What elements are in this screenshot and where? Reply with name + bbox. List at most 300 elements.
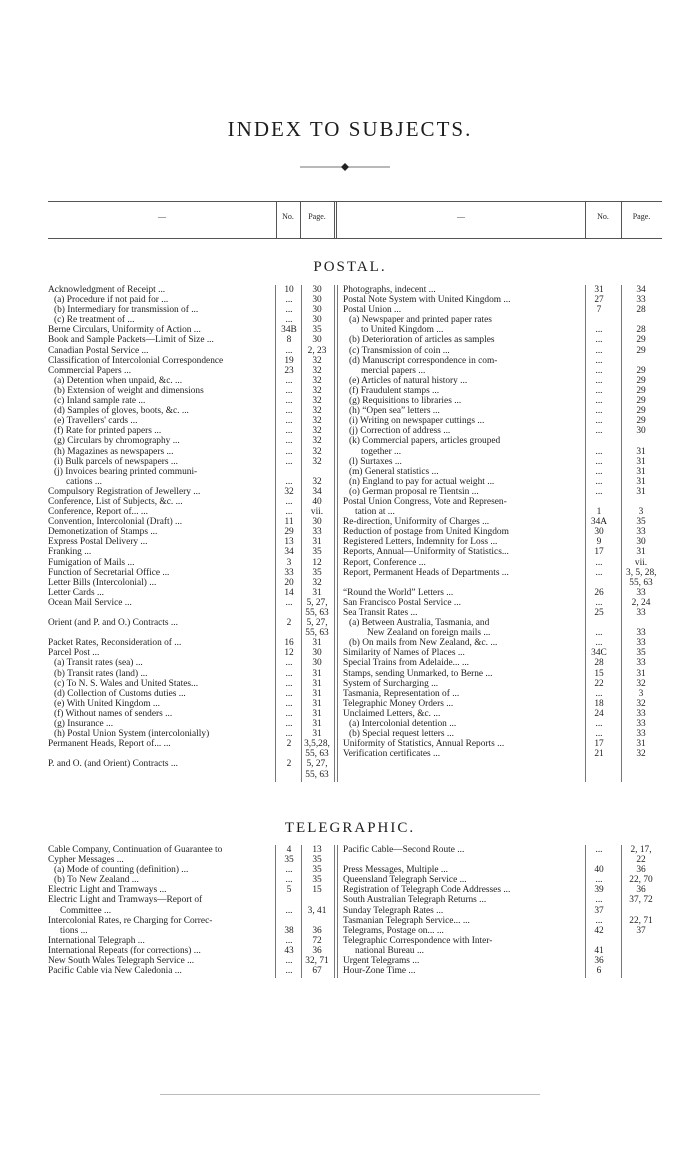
index-entry	[343, 476, 646, 487]
entry-number: 20	[284, 577, 294, 588]
entry-number: 18	[594, 698, 604, 709]
column-rule	[337, 845, 338, 978]
entry-number: 19	[284, 355, 294, 366]
entry-subject: national Bureau ...	[355, 945, 424, 956]
entry-number: 24	[594, 708, 604, 719]
entry-subject: Franking ...	[48, 547, 92, 558]
entry-number: 4	[286, 845, 292, 855]
entry-number: 2	[286, 759, 292, 770]
index-entry	[48, 436, 348, 446]
entry-number: 27	[594, 295, 604, 306]
entry-page: 5, 27,	[306, 759, 328, 770]
entry-page: 36	[312, 925, 322, 936]
entry-page: 32	[312, 396, 322, 407]
index-entry	[48, 527, 348, 537]
entry-subject: Hour-Zone Time ...	[343, 966, 416, 977]
entry-page: 31	[312, 668, 322, 679]
entry-subject: Report, Conference ...	[343, 557, 426, 568]
entry-page: 30	[312, 285, 322, 295]
entry-page: 55, 63	[305, 608, 329, 618]
entry-page: 29	[636, 365, 646, 376]
entry-number: ...	[285, 496, 293, 507]
entry-page: 31	[312, 729, 322, 740]
index-entry	[343, 537, 646, 548]
index-entry	[343, 466, 646, 477]
entry-subject: (g) Insurance ...	[54, 719, 114, 730]
index-entry	[343, 719, 646, 730]
entry-page: 35	[636, 648, 646, 659]
index-entry	[48, 386, 348, 396]
entry-page: 30	[312, 658, 322, 669]
entry-number: ...	[285, 416, 293, 427]
entry-page: 2, 17,	[630, 845, 652, 855]
entry-page: 35	[312, 547, 322, 558]
entry-number: ...	[595, 456, 603, 467]
index-entry	[48, 366, 348, 376]
entry-subject: New South Wales Telegraph Service ...	[48, 956, 195, 967]
entry-number: 13	[284, 537, 294, 548]
entry-page: 35	[312, 567, 322, 578]
entry-subject: Postal Union Congress, Vote and Represen-	[343, 496, 507, 507]
entry-number: ...	[595, 385, 603, 396]
entry-number: 9	[596, 537, 602, 548]
entry-number: 16	[284, 638, 294, 649]
entry-page: 31	[636, 456, 646, 467]
entry-number: ...	[595, 638, 603, 649]
index-entry	[48, 295, 348, 305]
header-no-right: No.	[585, 202, 622, 238]
entry-page: 33	[636, 658, 646, 669]
entry-page: 15	[312, 885, 322, 896]
header-page-left: Page.	[300, 202, 337, 238]
entry-page: 22	[636, 855, 646, 866]
entry-number: 2	[286, 618, 292, 629]
section-heading-telegraphic: TELEGRAPHIC.	[284, 820, 416, 836]
entry-number: 39	[594, 885, 604, 896]
entry-number: ...	[595, 915, 603, 926]
page-title: INDEX TO SUBJECTS.	[227, 117, 473, 141]
index-entry	[343, 365, 646, 376]
entry-page: 30	[636, 537, 646, 548]
entry-page: 55, 63	[305, 628, 329, 639]
index-entry	[343, 325, 646, 336]
entry-number: ...	[285, 305, 293, 316]
entry-number: ...	[595, 446, 603, 457]
entry-subject: Letter Bills (Intercolonial) ...	[48, 577, 157, 588]
index-entry	[343, 527, 646, 538]
right-column	[343, 845, 653, 977]
entry-number: ...	[285, 688, 293, 699]
index-entry	[48, 618, 348, 628]
index-entry	[48, 547, 348, 557]
entry-number: ...	[595, 476, 603, 487]
entry-number: ...	[595, 895, 603, 906]
entry-subject: (c) Inland sample rate ...	[54, 396, 146, 407]
index-entry	[343, 678, 646, 689]
entry-page: 5, 27,	[306, 597, 328, 608]
column-rule	[621, 285, 622, 782]
telegraphic-index-table	[48, 845, 662, 978]
entry-subject: (h) “Open sea” letters ...	[349, 406, 440, 417]
entry-number: 33	[284, 567, 294, 578]
entry-subject: (d) Manuscript correspondence in com-	[349, 355, 498, 366]
entry-number: 35	[284, 855, 294, 866]
entry-subject: (b) Deterioration of articles as samples	[349, 335, 495, 346]
index-entry	[343, 315, 643, 325]
entry-page: 30	[312, 648, 322, 659]
index-entry	[343, 638, 646, 649]
entry-number: 34B	[281, 325, 297, 336]
entry-subject: (a) Intercolonial detention ...	[349, 719, 457, 730]
entry-number: ...	[595, 688, 603, 699]
index-entry	[48, 669, 348, 679]
index-entry	[48, 558, 348, 568]
index-entry	[48, 416, 348, 426]
entry-number: ...	[595, 875, 603, 886]
entry-page: 30	[312, 335, 322, 346]
entry-subject: New Zealand on foreign mails ...	[367, 628, 491, 639]
entry-page: 31	[636, 486, 646, 497]
entry-page: 28	[636, 325, 646, 336]
right-column	[343, 285, 657, 760]
entry-number: ...	[595, 628, 603, 639]
entry-number: ...	[595, 335, 603, 346]
entry-page: 29	[636, 345, 646, 356]
entry-number: ...	[285, 729, 293, 740]
entry-subject: Electric Light and Tramways—Report of	[48, 895, 203, 906]
entry-subject: San Francisco Postal Service ...	[343, 597, 461, 608]
entry-subject: tions ...	[60, 925, 88, 936]
index-entry	[343, 946, 643, 956]
entry-page: 30	[312, 305, 322, 316]
index-entry	[343, 855, 646, 866]
header-page-right: Page.	[632, 212, 651, 221]
entry-subject: Pacific Cable—Second Route ...	[343, 845, 465, 855]
entry-subject: (i) Writing on newspaper cuttings ...	[349, 416, 485, 427]
entry-number: ...	[285, 446, 293, 457]
index-entry	[343, 689, 643, 699]
entry-subject: System of Surcharging ...	[343, 678, 439, 689]
index-entry	[343, 416, 646, 427]
entry-subject: “Round the World” Letters ...	[343, 587, 454, 598]
entry-page: vii.	[310, 507, 324, 518]
entry-number: ...	[595, 325, 603, 336]
entry-number: 30	[594, 527, 604, 538]
index-entry	[48, 719, 348, 729]
index-entry	[48, 315, 348, 325]
entry-page: 32	[636, 749, 646, 760]
entry-subject: Verification certificates ...	[343, 749, 441, 760]
section-heading-postal: POSTAL.	[313, 259, 387, 275]
index-entry	[48, 946, 348, 956]
index-entry	[343, 567, 657, 578]
column-rule	[337, 285, 338, 782]
entry-page: 32	[312, 416, 322, 427]
entry-page: 32, 71	[305, 956, 329, 967]
entry-subject: (a) Detention when unpaid, &c. ...	[54, 375, 183, 386]
entry-subject: Registration of Telegraph Code Addresses ...	[343, 885, 511, 896]
entry-number: ...	[285, 865, 293, 876]
entry-number: 28	[594, 658, 604, 669]
entry-page: 31	[636, 446, 646, 457]
index-entry	[48, 966, 348, 976]
index-entry	[48, 689, 348, 699]
entry-number: 11	[284, 517, 294, 528]
entry-subject: (h) Magazines as newspapers ...	[54, 446, 174, 457]
entry-subject: (d) Collection of Customs duties ...	[54, 688, 186, 699]
entry-subject: (e) With United Kingdom ...	[54, 698, 160, 709]
entry-page: 32	[312, 385, 322, 396]
entry-number: ...	[595, 719, 603, 730]
entry-subject: Special Trains from Adelaide... ...	[343, 658, 470, 669]
entry-page: 3	[638, 507, 644, 518]
entry-page: 30	[312, 315, 322, 326]
entry-number: 2	[286, 739, 292, 750]
entry-page: vii.	[634, 557, 648, 568]
index-entry	[48, 885, 348, 895]
entry-page: 34	[312, 486, 322, 497]
entry-page: 3, 41	[307, 905, 327, 916]
entry-subject: Fumigation of Mails ...	[48, 557, 135, 568]
entry-subject: (a) Newspaper and printed paper rates	[349, 315, 492, 326]
entry-page: 55, 63	[629, 577, 653, 588]
entry-number: 34	[284, 547, 294, 558]
entry-page: 40	[312, 496, 322, 507]
index-entry	[343, 628, 646, 639]
entry-page: 67	[312, 966, 322, 977]
index-entry	[48, 865, 348, 875]
entry-page: 35	[312, 325, 322, 336]
entry-number: ...	[285, 935, 293, 946]
entry-page: 32	[636, 678, 646, 689]
entry-number: ...	[285, 658, 293, 669]
entry-number: 22	[594, 678, 604, 689]
column-rule	[275, 285, 276, 782]
index-entry	[48, 739, 348, 749]
header-subject-left: —	[48, 202, 277, 238]
entry-number: ...	[595, 365, 603, 376]
entry-subject: (b) Transit rates (land) ...	[54, 668, 148, 679]
entry-page: 2, 24	[631, 597, 651, 608]
index-entry	[343, 587, 646, 598]
entry-subject: Reports, Annual—Uniformity of Statistics...	[343, 547, 509, 558]
entry-subject: Telegraphic Money Orders ...	[343, 698, 454, 709]
entry-page: 29	[636, 416, 646, 427]
entry-number: ...	[595, 375, 603, 386]
column-rule	[334, 285, 335, 782]
entry-page: 35	[312, 855, 322, 866]
index-entry	[343, 936, 643, 946]
entry-number: ...	[285, 708, 293, 719]
index-entry	[343, 517, 646, 528]
entry-page: 2, 23	[307, 345, 327, 356]
entry-subject: Cypher Messages ...	[48, 855, 124, 866]
index-entry	[343, 956, 643, 966]
entry-number: ...	[285, 295, 293, 306]
entry-subject: Permanent Heads, Report of... ...	[48, 739, 171, 750]
entry-subject: (b) Extension of weight and dimensions	[54, 385, 204, 396]
entry-subject: Letter Cards ...	[48, 587, 104, 598]
entry-number: 21	[594, 749, 604, 760]
entry-subject: Uniformity of Statistics, Annual Reports ...	[343, 739, 505, 750]
entry-page: 72	[312, 935, 322, 946]
entry-page: 36	[636, 885, 646, 896]
entry-page: 3, 5, 28,	[626, 567, 657, 578]
entry-subject: Packet Rates, Reconsideration of ...	[48, 638, 182, 649]
entry-subject: (c) Transmission of coin ...	[349, 345, 450, 356]
index-entry	[48, 507, 348, 517]
index-entry	[48, 487, 348, 497]
index-entry	[343, 845, 652, 855]
index-entry	[48, 346, 348, 356]
index-entry	[343, 577, 653, 588]
entry-subject: (j) Correction of address ...	[349, 426, 451, 437]
entry-page: 34	[636, 285, 646, 295]
entry-number: ...	[285, 507, 293, 518]
entry-page: 33	[636, 708, 646, 719]
entry-subject: Intercolonial Rates, re Charging for Correc-	[48, 915, 213, 926]
index-entry	[343, 436, 643, 446]
entry-number: ...	[285, 966, 293, 977]
entry-subject: (c) To N. S. Wales and United States...	[54, 678, 199, 689]
left-column	[48, 845, 348, 976]
entry-subject: Unclaimed Letters, &c. ...	[343, 708, 441, 719]
entry-number: ...	[285, 875, 293, 886]
entry-subject: Ocean Mail Service ...	[48, 597, 132, 608]
entry-subject: (b) Special request letters ...	[349, 729, 454, 740]
entry-number: ...	[595, 486, 603, 497]
index-entry	[48, 759, 348, 769]
ornament-divider	[300, 162, 390, 172]
entry-number: ...	[595, 557, 603, 568]
entry-subject: (g) Circulars by chromography ...	[54, 436, 180, 447]
entry-subject: (f) Rate for printed papers ...	[54, 426, 162, 437]
index-entry	[48, 845, 348, 855]
entry-number: 7	[596, 305, 602, 316]
entry-subject: Queensland Telegraph Service ...	[343, 875, 467, 886]
entry-subject: (m) General statistics ...	[349, 466, 439, 477]
entry-subject: (a) Procedure if not paid for ...	[54, 295, 169, 306]
index-entry	[343, 285, 646, 295]
index-entry	[48, 855, 348, 865]
entry-subject: (a) Transit rates (sea) ...	[54, 658, 143, 669]
index-entry	[48, 906, 348, 916]
entry-subject: Pacific Cable via New Caledonia ...	[48, 966, 182, 977]
entry-number: 3	[286, 557, 292, 568]
index-entry	[48, 588, 348, 598]
entry-number: ...	[285, 678, 293, 689]
entry-page: 30	[312, 295, 322, 306]
entry-subject: Classification of Intercolonial Correspondence	[48, 355, 224, 366]
index-entry	[48, 916, 348, 926]
entry-subject: Berne Circulars, Uniformity of Action ...	[48, 325, 201, 336]
entry-subject: Postal Union ...	[343, 305, 402, 316]
index-entry	[48, 679, 348, 689]
entry-subject: Convention, Intercolonial (Draft) ...	[48, 517, 183, 528]
index-entry	[343, 698, 646, 709]
entry-number: ...	[285, 956, 293, 967]
index-entry	[343, 446, 646, 457]
entry-subject: (e) Travellers' cards ...	[54, 416, 138, 427]
index-entry	[48, 658, 348, 668]
entry-number: 10	[284, 285, 294, 295]
entry-page: 33	[636, 527, 646, 538]
column-rule	[301, 285, 302, 782]
index-entry	[48, 396, 348, 406]
index-entry	[48, 447, 348, 457]
index-entry	[48, 638, 348, 648]
index-entry	[343, 305, 646, 316]
entry-number: ...	[285, 406, 293, 417]
index-entry	[343, 295, 646, 306]
entry-number: 8	[286, 335, 292, 346]
column-rule	[301, 845, 302, 978]
entry-subject: mercial papers ...	[361, 365, 426, 376]
entry-page: 12	[312, 557, 322, 568]
entry-page: 32	[312, 355, 322, 366]
index-entry	[48, 936, 348, 946]
entry-page: 35	[312, 875, 322, 886]
entry-page: 33	[636, 608, 646, 618]
entry-page: 32	[312, 375, 322, 386]
index-entry	[343, 906, 643, 916]
index-entry	[48, 477, 348, 487]
index-entry	[343, 648, 646, 659]
entry-subject: (b) On mails from New Zealand, &c. ...	[349, 638, 498, 649]
entry-number: ...	[285, 315, 293, 326]
entry-number: 26	[594, 587, 604, 598]
index-entry	[48, 537, 348, 547]
index-entry	[48, 568, 348, 578]
entry-page: 32	[312, 365, 322, 376]
entry-subject: Postal Note System with United Kingdom ...	[343, 295, 511, 306]
entry-number: ...	[285, 436, 293, 447]
entry-page: 28	[636, 305, 646, 316]
index-entry	[48, 335, 348, 345]
entry-subject: Parcel Post ...	[48, 648, 100, 659]
entry-page: 31	[312, 537, 322, 548]
entry-subject: Tasmania, Representation of ...	[343, 688, 460, 699]
entry-subject: (n) England to pay for actual weight ...	[349, 476, 495, 487]
index-entry	[48, 285, 348, 295]
index-entry	[48, 467, 348, 477]
entry-page: 32	[312, 476, 322, 487]
entry-subject: Reduction of postage from United Kingdom	[343, 527, 509, 538]
index-entry	[48, 376, 348, 386]
entry-number: 29	[284, 527, 294, 538]
entry-subject: Sea Transit Rates ...	[343, 608, 418, 618]
entry-page: 3,5,28,	[304, 739, 330, 750]
index-entry	[343, 426, 646, 437]
entry-subject: (i) Bulk parcels of newspapers ...	[54, 456, 178, 467]
entry-number: 34A	[590, 517, 608, 528]
entry-number: 31	[594, 285, 604, 295]
entry-page: 31	[312, 638, 322, 649]
entry-subject: Similarity of Names of Places ...	[343, 648, 465, 659]
index-entry	[343, 456, 646, 467]
index-entry	[343, 557, 648, 568]
entry-page: 29	[636, 406, 646, 417]
entry-number: 14	[284, 587, 294, 598]
entry-page: 37	[636, 925, 646, 936]
index-entry	[48, 729, 348, 739]
index-entry	[48, 457, 348, 467]
entry-page: 29	[636, 375, 646, 386]
entry-number: ...	[595, 406, 603, 417]
entry-page: 32	[312, 446, 322, 457]
column-rule	[621, 845, 622, 978]
entry-page: 35	[636, 517, 646, 528]
